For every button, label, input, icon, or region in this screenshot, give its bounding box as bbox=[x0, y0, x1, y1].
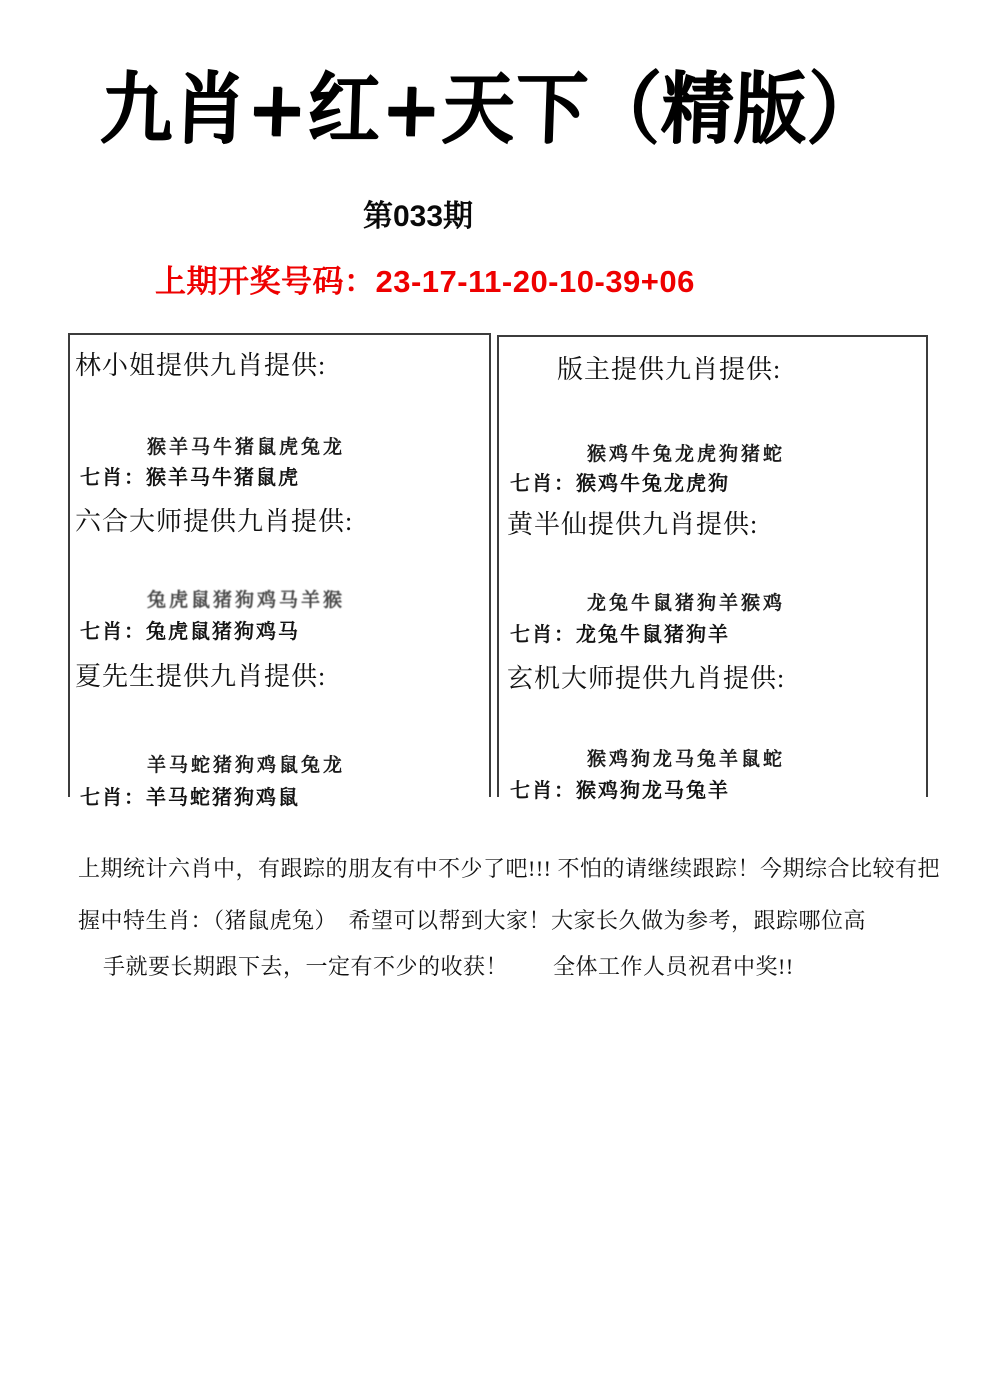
nine-zodiac-line: 猴羊马牛猪鼠虎兔龙 bbox=[147, 437, 346, 458]
provider-heading: 黄半仙提供九肖提供: bbox=[507, 510, 759, 539]
provider-heading: 玄机大师提供九肖提供: bbox=[507, 664, 786, 693]
nine-zodiac-line: 龙兔牛鼠猪狗羊猴鸡 bbox=[587, 593, 786, 614]
footer-line: 握中特生肖：（猪鼠虎兔） 希望可以帮到大家！大家长久做为参考，跟踪哪位高 bbox=[78, 908, 867, 933]
nine-zodiac-line: 猴鸡狗龙马兔羊鼠蛇 bbox=[587, 749, 786, 770]
provider-heading: 版主提供九肖提供: bbox=[557, 355, 782, 384]
footer-line: 上期统计六肖中，有跟踪的朋友有中不少了吧!!! 不怕的请继续跟踪！今期综合比较有把 bbox=[78, 856, 940, 881]
nine-zodiac-line: 兔虎鼠猪狗鸡马羊猴 bbox=[147, 590, 346, 611]
seven-zodiac-line: 七肖：龙兔牛鼠猪狗羊 bbox=[510, 624, 730, 646]
provider-panel-right bbox=[497, 335, 928, 802]
seven-zodiac-line: 七肖：猴羊马牛猪鼠虎 bbox=[80, 467, 300, 489]
page-title-logo: 九肖+红+天下（精版） bbox=[98, 62, 882, 154]
provider-heading: 夏先生提供九肖提供: bbox=[75, 662, 327, 691]
last-draw-line bbox=[155, 256, 695, 301]
provider-heading: 林小姐提供九肖提供: bbox=[75, 351, 327, 380]
last-draw-label: 上期开奖号码： bbox=[155, 264, 376, 299]
provider-heading: 六合大师提供九肖提供: bbox=[75, 507, 354, 536]
seven-zodiac-line: 七肖：猴鸡牛兔龙虎狗 bbox=[510, 473, 730, 495]
issue-number: 第033期 bbox=[363, 200, 474, 233]
last-draw-numbers: 23-17-11-20-10-39+06 bbox=[375, 264, 695, 299]
seven-zodiac-line: 七肖：羊马蛇猪狗鸡鼠 bbox=[80, 787, 300, 809]
seven-zodiac-line: 七肖：兔虎鼠猪狗鸡马 bbox=[80, 621, 300, 643]
provider-panel-left bbox=[68, 333, 491, 809]
seven-zodiac-line: 七肖：猴鸡狗龙马兔羊 bbox=[510, 780, 730, 802]
footer-line: 手就要长期跟下去，一定有不少的收获！ 全体工作人员祝君中奖!! bbox=[103, 954, 794, 979]
nine-zodiac-line: 猴鸡牛兔龙虎狗猪蛇 bbox=[587, 444, 786, 465]
nine-zodiac-line: 羊马蛇猪狗鸡鼠兔龙 bbox=[147, 755, 346, 776]
